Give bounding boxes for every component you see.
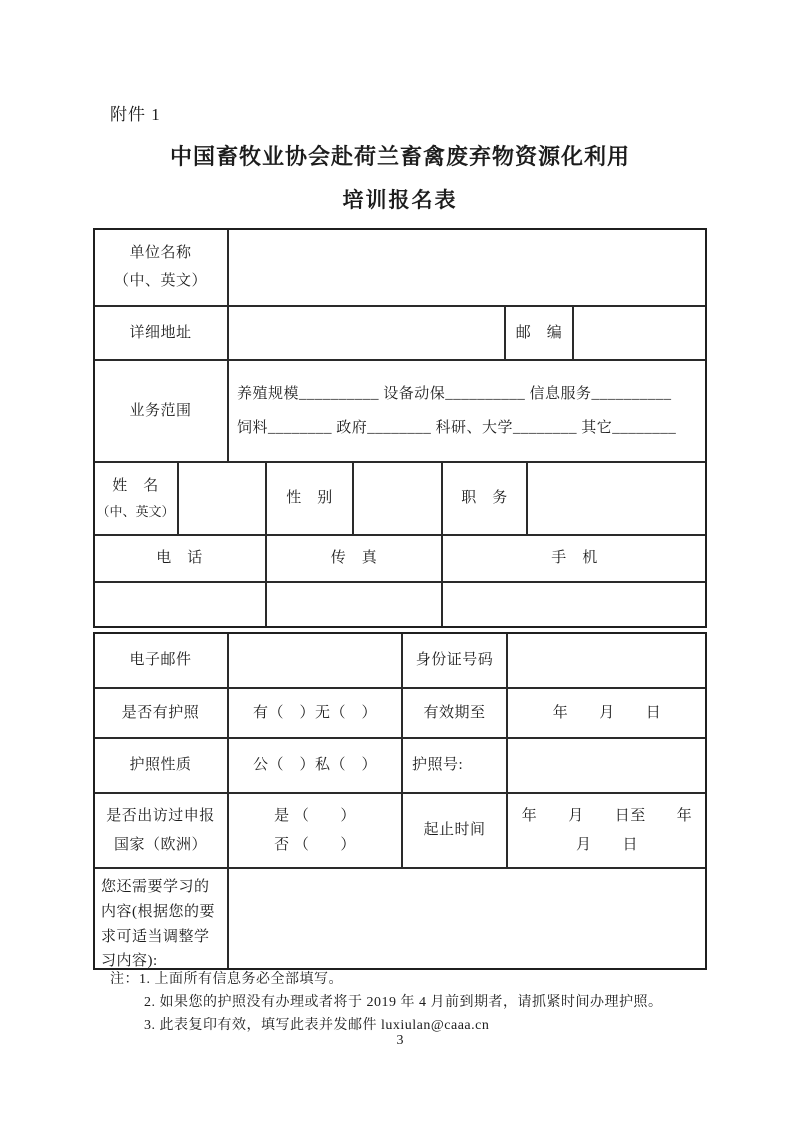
field-passport-no-input-cell (507, 738, 707, 793)
field-visited-options: 是 （ ） 否 （ ） (228, 793, 402, 868)
document-subtitle: 培训报名表 (342, 188, 458, 212)
note-line-1: 注：1. 上面所有信息务必全部填写。 (110, 972, 343, 987)
field-passport-no-label: 护照号: (402, 738, 507, 793)
field-person-name-label: 姓 名 （中、英文） (93, 462, 178, 535)
field-visited-label: 是否出访过申报 国家（欧洲） (93, 793, 228, 868)
field-person-name-input-cell (178, 462, 266, 535)
field-valid-until-value: 年 月 日 (507, 688, 707, 738)
field-study-content-label: 您还需要学习的内容(根据您的要求可适当调整学习内容): (93, 868, 228, 970)
notes-block (110, 968, 710, 1037)
field-business-scope-label: 业务范围 (93, 360, 228, 462)
field-has-passport-label: 是否有护照 (93, 688, 228, 738)
field-duration-label: 起止时间 (402, 793, 507, 868)
note-line-2: 2. 如果您的护照没有办理或者将于 2019 年 4 月前到期者，请抓紧时间办理护照。 (144, 995, 663, 1010)
attachment-label: 附件 1 (110, 105, 161, 124)
field-mobile-input-cell (442, 582, 707, 628)
field-business-scope-options (228, 360, 707, 462)
field-postcode-label: 邮 编 (505, 306, 573, 360)
field-email-label: 电子邮件 (93, 632, 228, 688)
field-passport-type-label: 护照性质 (93, 738, 228, 793)
page-number: 3 (396, 1033, 404, 1048)
field-phone-input-cell (93, 582, 266, 628)
field-address-input-cell (228, 306, 505, 360)
field-study-content-input-cell (228, 868, 707, 970)
field-gender-input-cell (353, 462, 442, 535)
field-fax-input-cell (266, 582, 442, 628)
business-scope-line1: 养殖规模__________ 设备动保__________ 信息服务__________ (237, 385, 672, 402)
field-unit-name-label: 单位名称 （中、英文） (93, 228, 228, 306)
field-has-passport-options: 有（ ）无（ ） (228, 688, 402, 738)
field-mobile-label: 手 机 (442, 535, 707, 582)
field-postcode-input-cell (573, 306, 707, 360)
business-scope-line2: 饲料________ 政府________ 科研、大学________ 其它________ (237, 420, 677, 436)
field-position-input-cell (527, 462, 707, 535)
document-title: 中国畜牧业协会赴荷兰畜禽废弃物资源化利用 (169, 144, 630, 169)
field-id-number-label: 身份证号码 (402, 632, 507, 688)
field-address-label: 详细地址 (93, 306, 228, 360)
field-duration-value: 年 月 日至 年 月 日 (507, 793, 707, 868)
field-gender-label: 性 别 (266, 462, 353, 535)
field-phone-label: 电 话 (93, 535, 266, 582)
field-email-input-cell (228, 632, 402, 688)
field-passport-type-options: 公（ ）私（ ） (228, 738, 402, 793)
field-valid-until-label: 有效期至 (402, 688, 507, 738)
field-fax-label: 传 真 (266, 535, 442, 582)
note-line-3: 3. 此表复印有效，填写此表并发邮件 luxiulan@caaa.cn (144, 1018, 490, 1033)
field-position-label: 职 务 (442, 462, 527, 535)
field-unit-name-input-cell (228, 228, 707, 306)
field-id-number-input-cell (507, 632, 707, 688)
